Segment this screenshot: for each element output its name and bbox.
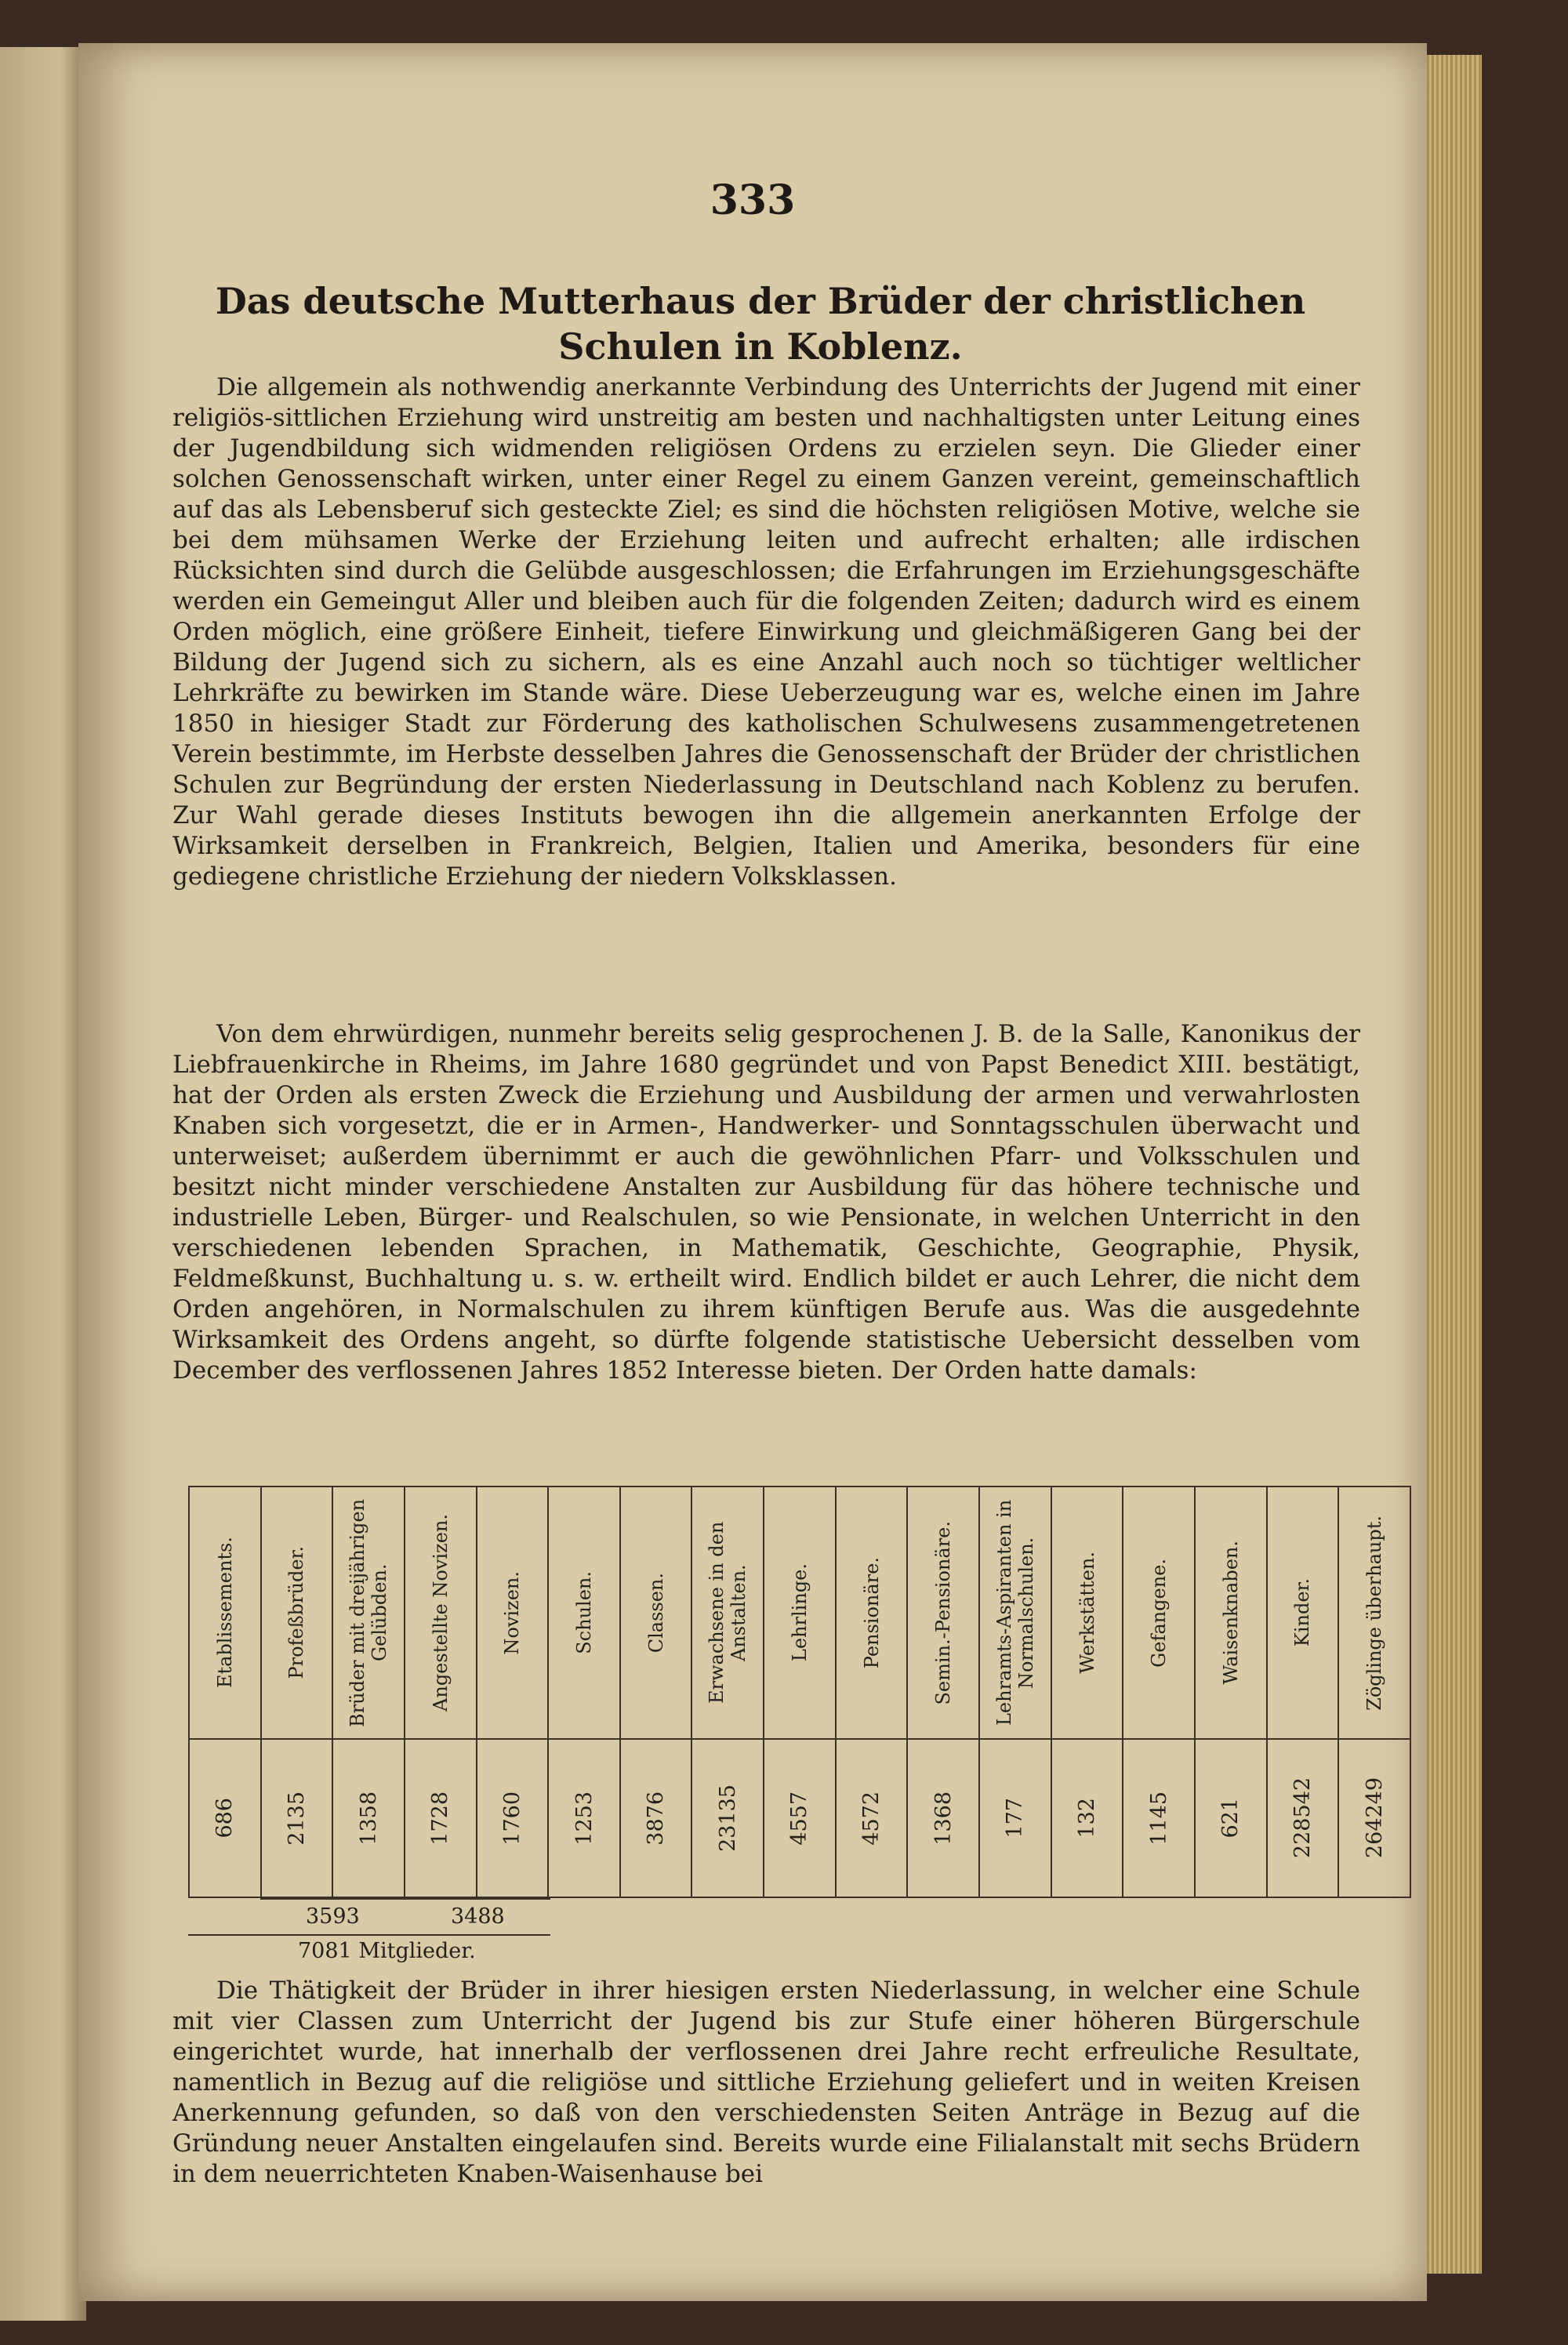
total-members-label: Mitglieder. — [358, 1939, 476, 1963]
statistics-table — [188, 1486, 1411, 1963]
table-cell — [548, 1739, 620, 1897]
cell-value: 1253 — [572, 1791, 597, 1846]
cell-value: 1728 — [428, 1791, 453, 1846]
table-cell — [620, 1739, 692, 1897]
column-header-label: Lehramts-Aspiranten in Normalschulen. — [993, 1499, 1037, 1726]
cell-value: 264249 — [1362, 1777, 1387, 1859]
table-cell — [189, 1739, 261, 1897]
cell-value: 3876 — [644, 1791, 669, 1846]
cell-value: 2135 — [284, 1791, 309, 1846]
table-cell — [979, 1739, 1051, 1897]
page-number: 333 — [710, 176, 796, 224]
cell-value: 132 — [1075, 1798, 1099, 1839]
cell-value: 1760 — [499, 1791, 524, 1846]
subtotal-line-novices — [405, 1898, 550, 1900]
column-header-label: Angestellte Novizen. — [429, 1514, 452, 1712]
table-cell — [764, 1739, 836, 1897]
table-cell — [332, 1739, 405, 1897]
cell-value: 228542 — [1290, 1777, 1315, 1859]
column-header-label: Semin.-Pensionäre. — [932, 1520, 955, 1705]
paragraph-3: Die Thätigkeit der Brüder in ihrer hiesigen ersten Niederlassung, in welcher eine Schule mit vier Classen zum Unterricht der Jugend bis zur Stufe einer höheren Bürgerschule eingerichtet wurde, hat innerhalb der verflossenen drei Jahre recht erfreuliche Resultate, namentlich in Bezug auf die religiöse und sittliche Erziehung geliefert und in weiten Kreisen Anerkennung gefunden, so daß von den verschiedensten Seiten Anträge in Bezug auf die Gründung neuer Anstalten eingelaufen sind. Bereits wurde eine Filialanstalt mit sechs Brüdern in dem neuerrichteten Knaben-Waisenhause bei — [172, 1977, 1360, 2188]
table-sums — [188, 1898, 1411, 1969]
column-header-label: Waisenknaben. — [1219, 1541, 1242, 1685]
article-title: Das deutsche Mutterhaus der Brüder der christlichen Schulen in Koblenz. — [215, 280, 1306, 368]
column-header-label: Brüder mit dreijährigen Gelübden. — [347, 1498, 391, 1727]
subtotal-brothers: 3593 — [306, 1904, 360, 1929]
column-header — [907, 1486, 979, 1739]
table-header-row — [189, 1486, 1410, 1739]
subtotal-line-brothers — [260, 1898, 405, 1900]
column-header-label: Schulen. — [573, 1571, 596, 1654]
table-cell — [1267, 1739, 1339, 1897]
cell-value: 177 — [1003, 1798, 1028, 1839]
table-cell — [1051, 1739, 1123, 1897]
left-page-edge — [0, 47, 86, 2321]
cell-value: 621 — [1218, 1798, 1243, 1839]
table-cell — [1123, 1739, 1195, 1897]
cell-value: 1358 — [356, 1791, 381, 1846]
column-header-label: Profeßbrüder. — [285, 1546, 308, 1679]
column-header — [1267, 1486, 1339, 1739]
column-header — [189, 1486, 261, 1739]
book-page — [78, 43, 1427, 2301]
cell-value: 4557 — [787, 1791, 812, 1846]
table-cell — [691, 1739, 764, 1897]
cell-value: 23135 — [715, 1784, 740, 1852]
column-header — [332, 1486, 405, 1739]
paragraph-1: Die allgemein als nothwendig anerkannte Verbindung des Unterrichts der Jugend mit einer religiös-sittlichen Erziehung wird unstreitig am besten und nachhaltigsten unter Leitung eines der Jugendbildung sich widmenden religiösen Ordens zu erzielen seyn. Die Glieder einer solchen Genossenschaft wirken, unter einer Regel zu einem Ganzen vereint, gemeinschaftlich auf das als Lebensberuf sich gesteckte Ziel; es sind die höchsten religiösen Motive, welche sie bei dem mühsamen Werke der Erziehung leiten und aufrecht erhalten; alle irdischen Rücksichten sind durch die Gelübde ausgeschlossen; die Erfahrungen im Erziehungsgeschäfte werden ein Gemeingut Aller und bleiben auch für die folgenden Zeiten; dadurch wird es einem Orden möglich, eine größere Einheit, tiefere Einwirkung und gleichmäßigeren Gang bei der Bildung der Jugend sich zu sichern, als es eine Anzahl auch noch so tüchtiger weltlicher Lehrkräfte zu bewirken im Stande wäre. Diese Ueberzeugung war es, welche einen im Jahre 1850 in hiesiger Stadt zur Förderung des katholischen Schulwesens zusammengetretenen Verein bestimmte, im Herbste desselben Jahres die Genossenschaft der Brüder der christlichen Schulen zur Begründung der ersten Niederlassung in Deutschland nach Koblenz zu berufen. Zur Wahl gerade dieses Instituts bewogen ihn die allgemein anerkannten Erfolge der Wirksamkeit derselben in Frankreich, Belgien, Italien und Amerika, besonders für eine gediegene christliche Erziehung der niedern Volksklassen. — [172, 373, 1360, 891]
column-header — [405, 1486, 477, 1739]
table-cell — [477, 1739, 549, 1897]
cell-value: 4572 — [859, 1791, 884, 1846]
column-header-label: Erwachsene in den Anstalten. — [706, 1521, 750, 1704]
total-line — [188, 1934, 550, 1936]
subtotal-novices: 3488 — [451, 1904, 505, 1929]
cell-value: 686 — [212, 1798, 238, 1839]
cell-value: 1368 — [931, 1791, 956, 1846]
total-members — [298, 1939, 476, 1963]
column-header — [1195, 1486, 1267, 1739]
column-header — [477, 1486, 549, 1739]
column-header-label: Werkstätten. — [1076, 1552, 1098, 1674]
column-header — [620, 1486, 692, 1739]
table-cell — [1338, 1739, 1410, 1897]
column-header — [1123, 1486, 1195, 1739]
column-header — [979, 1486, 1051, 1739]
column-header-label: Zöglinge überhaupt. — [1363, 1515, 1386, 1711]
table-cell — [405, 1739, 477, 1897]
column-header — [548, 1486, 620, 1739]
page-edge — [1427, 55, 1482, 2274]
column-header — [691, 1486, 764, 1739]
column-header-label: Etablissements. — [213, 1537, 236, 1689]
column-header — [1051, 1486, 1123, 1739]
column-header — [764, 1486, 836, 1739]
total-members-value: 7081 — [298, 1939, 352, 1963]
table-cell — [1195, 1739, 1267, 1897]
table-value-row — [189, 1739, 1410, 1897]
column-header — [1338, 1486, 1410, 1739]
column-header-label: Gefangene. — [1148, 1558, 1171, 1668]
table-cell — [836, 1739, 908, 1897]
paragraph-2: Von dem ehrwürdigen, nunmehr bereits selig gesprochenen J. B. de la Salle, Kanonikus der Liebfrauenkirche in Rheims, im Jahre 1680 gegründet und von Papst Benedict XIII. bestätigt, hat der Orden als ersten Zweck die Erziehung und Ausbildung der armen und verwahrlosten Knaben sich vorgesetzt, die er in Armen-, Handwerker- und Sonntagsschulen überwacht und unterweiset; außerdem übernimmt er auch die gewöhnlichen Pfarr- und Volksschulen und besitzt nicht minder verschiedene Anstalten zur Ausbildung für das höhere technische und industrielle Leben, Bürger- und Realschulen, so wie Pensionate, in welchen Unterricht in den verschiedenen lebenden Sprachen, in Mathematik, Geschichte, Geographie, Physik, Feldmeßkunst, Buchhaltung u. s. w. ertheilt wird. Endlich bildet er auch Lehrer, die nicht dem Orden angehören, in Normalschulen zu ihrem künftigen Berufe aus. Was die ausgedehnte Wirksamkeit des Ordens angeht, so dürfte folgende statistische Uebersicht desselben vom December des verflossenen Jahres 1852 Interesse bieten. Der Orden hatte damals: — [172, 1020, 1360, 1385]
column-header-label: Lehrlinge. — [788, 1563, 811, 1662]
column-header-label: Pensionäre. — [860, 1556, 883, 1669]
column-header — [836, 1486, 908, 1739]
column-header-label: Kinder. — [1291, 1578, 1314, 1647]
column-header-label: Novizen. — [501, 1570, 524, 1655]
cell-value: 1145 — [1146, 1791, 1171, 1846]
column-header-label: Classen. — [644, 1572, 667, 1653]
table-cell — [907, 1739, 979, 1897]
table-cell — [261, 1739, 333, 1897]
column-header — [261, 1486, 333, 1739]
